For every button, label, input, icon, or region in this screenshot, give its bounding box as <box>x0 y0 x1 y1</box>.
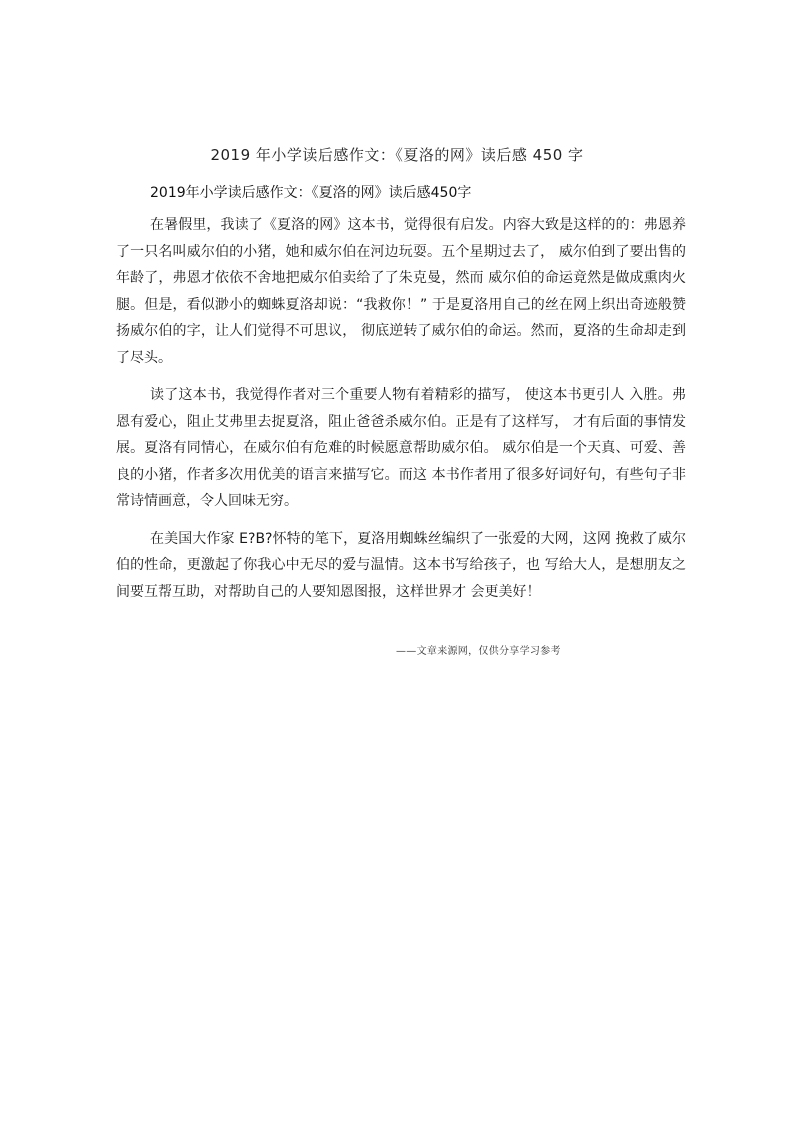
paragraph-3: 在美国大作家 E?B?怀特的笔下，夏洛用蜘蛛丝编织了一张爱的大网，这网 挽救了威尔伯的性命，更激起了你我心中无尽的爱与温情。这本书写给孩子，也 写给大人，是想朋友之间要互帮互助，对帮助自己的人要知恩图报，这样世界才 会更美好！ <box>116 530 686 600</box>
paragraph-2: 读了这本书，我觉得作者对三个重要人物有着精彩的描写， 使这本书更引人 入胜。弗恩有爱心，阻止艾弗里去捉夏洛，阻止爸爸杀威尔伯。正是有了这样写， 才有后面的事情发展。夏洛有同情心，在威尔伯有危难的时候愿意帮助威尔伯。 威尔伯是一个天真、可爱、善良的小猪，作者多次用优美的语言来描写它。而这 本书作者用了很多好词好句，有些句子非常诗情画意，令人回味无穷。 <box>116 387 686 509</box>
document-title: 2019 年小学读后感作文：《夏洛的网》读后感 450 字 <box>210 146 584 164</box>
article-body <box>116 212 686 616</box>
source-note: ——文章来源网，仅供分享学习参考 <box>396 646 561 657</box>
article-heading: 2019年小学读后感作文：《夏洛的网》读后感450字 <box>150 185 472 201</box>
paragraph-1: 在暑假里，我读了《夏洛的网》这本书，觉得很有启发。内容大致是这样的的：弗恩养了一只名叫威尔伯的小猪，她和威尔伯在河边玩耍。五个星期过去了， 威尔伯到了要出售的年龄了，弗恩才依依不舍地把威尔伯卖给了了朱克曼，然而 威尔伯的命运竟然是做成熏肉火腿。但是，看似渺小的蜘蛛夏洛却说：“我救你！” 于是夏洛用自己的丝在网上织出奇迹般赞扬威尔伯的字，让人们觉得不可思议， 彻底逆转了威尔伯的命运。然而，夏洛的生命却走到了尽头。 <box>116 217 686 366</box>
